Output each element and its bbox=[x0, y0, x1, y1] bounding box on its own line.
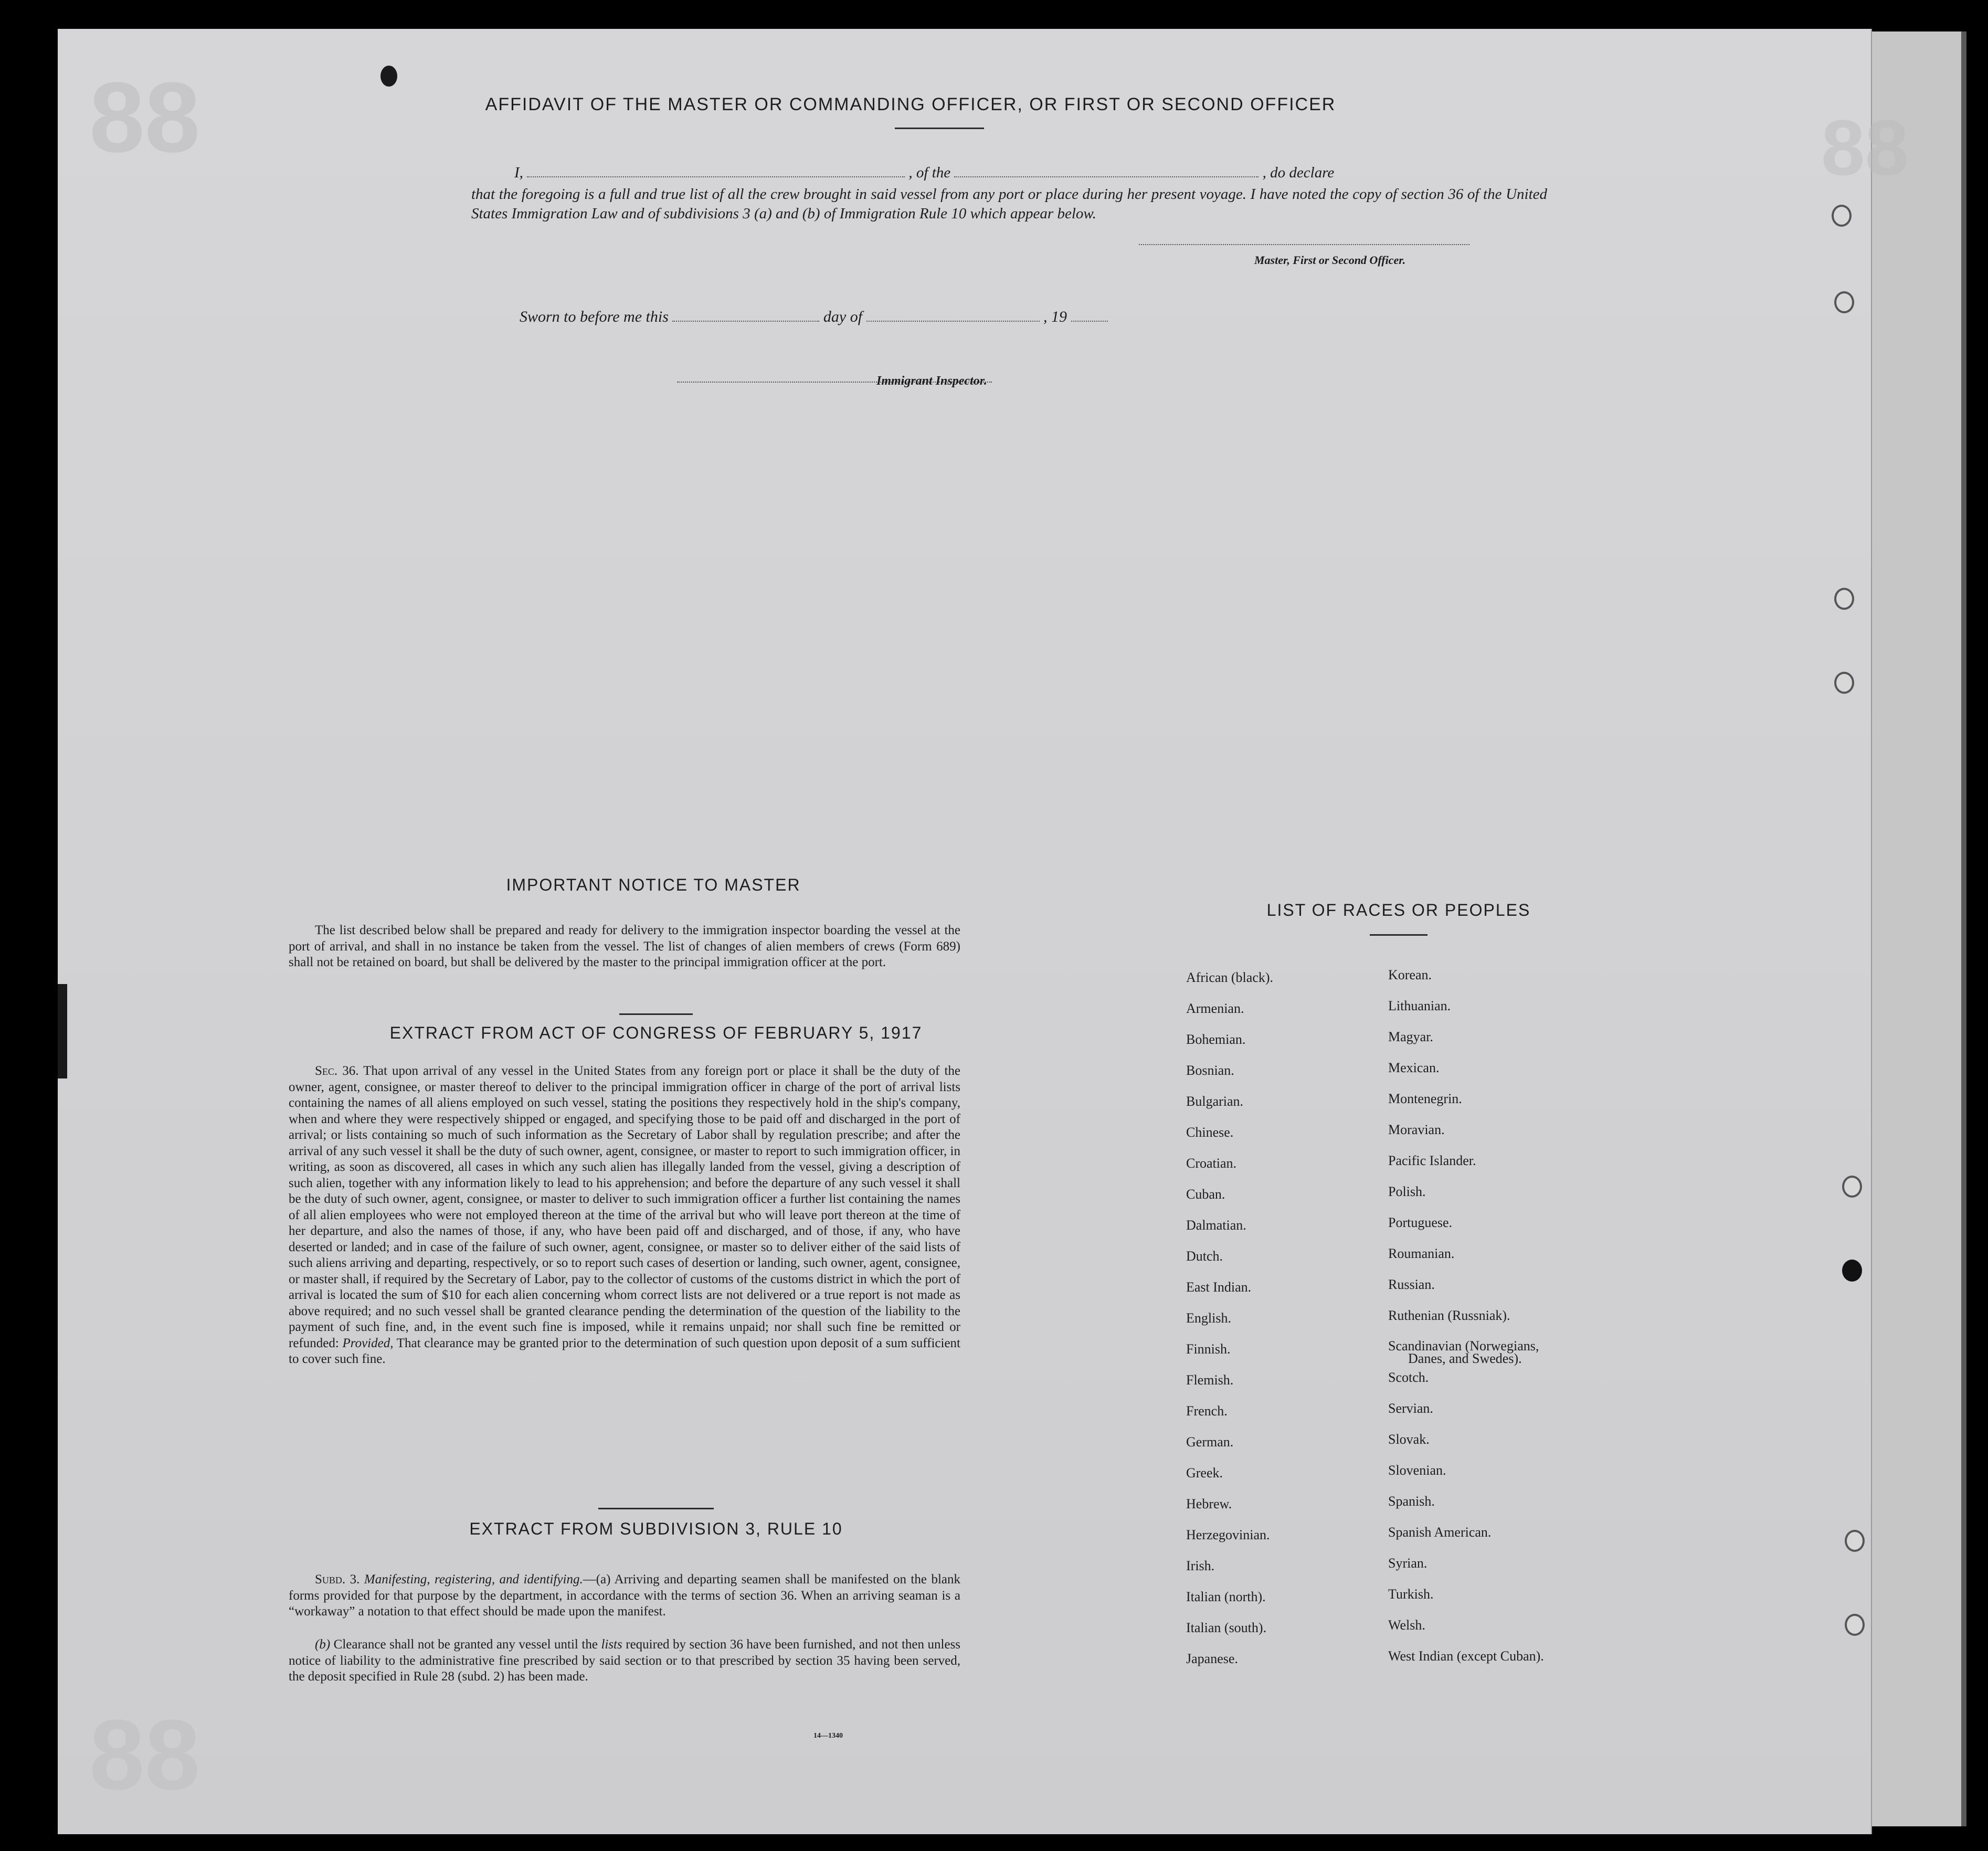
race-item: Magyar. bbox=[1388, 1029, 1433, 1044]
race-item: Welsh. bbox=[1388, 1617, 1425, 1633]
race-item: Dutch. bbox=[1186, 1249, 1223, 1264]
punch-hole bbox=[1834, 588, 1854, 610]
divider bbox=[619, 1013, 693, 1015]
punch-hole bbox=[1845, 1530, 1865, 1552]
race-item: Russian. bbox=[1388, 1277, 1435, 1292]
affidavit-body: that the foregoing is a full and true list of all the crew brought in said vessel from any port or place during her present voyage. I have noted the copy of section 36 of the United States Immigration Law and of subdivisions 3 (a) and (b) of Immigration Rule 10 which appear below. bbox=[471, 186, 1547, 222]
race-item: Hebrew. bbox=[1186, 1496, 1232, 1511]
race-item: Syrian. bbox=[1388, 1556, 1427, 1571]
race-item: Montenegrin. bbox=[1388, 1091, 1462, 1106]
punch-hole bbox=[1834, 672, 1854, 694]
races-title: LIST OF RACES OR PEOPLES bbox=[1266, 901, 1531, 919]
subd-b-post: required by section 36 have been furnished, and not then unless notice of liability to the administrative fine prescribed by said section or to that prescribed by section 35 having been served, the deposit specified in Rule 28 (subd. 2) has been made. bbox=[289, 1637, 961, 1684]
race-item: Polish. bbox=[1388, 1184, 1426, 1199]
sworn-month-field[interactable] bbox=[866, 321, 1040, 322]
punch-hole bbox=[1834, 291, 1854, 313]
race-item-continuation: Danes, and Swedes). bbox=[1408, 1351, 1522, 1366]
race-item: Armenian. bbox=[1186, 1001, 1244, 1016]
name-field[interactable] bbox=[527, 176, 905, 177]
race-item: Portuguese. bbox=[1388, 1215, 1453, 1230]
race-item: Servian. bbox=[1388, 1401, 1433, 1416]
declaration-line bbox=[514, 164, 1559, 182]
divider bbox=[598, 1508, 714, 1509]
race-item: Roumanian. bbox=[1388, 1246, 1455, 1261]
sworn-line bbox=[520, 308, 1108, 326]
subd-b-italic: lists bbox=[601, 1637, 622, 1652]
race-item: Spanish American. bbox=[1388, 1525, 1492, 1540]
section-body: That upon arrival of any vessel in the United States from any foreign port or place it shall be the duty of the owner, agent, consignee, or master thereof to deliver to the principal immigration officer in charge of the port of arrival lists containing the names of all aliens employed on such vessel, stating the positions they respectively hold in the ship's company, when and where they were respectively shipped or engaged, and specifying those to be paid off and discharged in the port of arrival; or lists containing so much of such information as the Secretary of Labor shall by regulation prescribe; and after the arrival of any such vessel it shall be the duty of such owner, agent, consignee, or master to report to such immigration officer, in writing, as soon as discovered, all cases in which any such alien has illegally landed from the vessel, giving a description of such alien, together with any information likely to lead to his apprehension; and before the departure of any such vessel it shall be the duty of such owner, agent, consignee, or master to deliver to such immigration officer a further list containing the names of all alien employees who were not employed thereon at the time of the arrival but who will leave port thereon at the time of her departure, and also the names of those, if any, who have been paid off and discharged, and of those, if any, who have deserted or landed; and in case of the failure of such owner, agent, consignee, or master so to deliver either of the said lists of such aliens arriving and departing, respectively, or so to report such cases of desertion or landing, such owner, agent, consignee, or master shall, if required by the Secretary of Labor, pay to the collector of customs of the customs district in which the port of arrival is located the sum of $10 for each alien concerning whom correct lists are not delivered or a true report is not made as above required; and no such vessel shall be granted clearance pending the determination of the question of the liability to the payment of such fine, and, in the event such fine is imposed, while it remains unpaid; nor shall such fine be remitted or refunded: bbox=[289, 1064, 960, 1350]
act-extract-title: EXTRACT FROM ACT OF CONGRESS OF FEBRUARY 5, 1917 bbox=[389, 1023, 923, 1042]
inspector-signature-label: Immigrant Inspector. bbox=[876, 374, 987, 388]
sworn-year-field[interactable] bbox=[1071, 321, 1108, 322]
race-item: Lithuanian. bbox=[1388, 998, 1451, 1013]
subd-title: Manifesting, registering, and identifying. bbox=[364, 1572, 583, 1586]
declare-of-the-label: , of the bbox=[908, 164, 951, 181]
race-item: Finnish. bbox=[1186, 1341, 1231, 1357]
race-item: Cuban. bbox=[1186, 1187, 1225, 1202]
declare-i-label: I, bbox=[514, 164, 523, 181]
rule-subd-3-b bbox=[289, 1637, 960, 1685]
race-item: French. bbox=[1186, 1403, 1228, 1419]
bleed-through-numeral: 88 bbox=[1821, 103, 1909, 192]
punch-hole bbox=[1845, 1614, 1865, 1636]
rule-extract-title: EXTRACT FROM SUBDIVISION 3, RULE 10 bbox=[469, 1519, 843, 1538]
declare-end-label: , do declare bbox=[1262, 164, 1335, 181]
punch-hole bbox=[1842, 1260, 1862, 1282]
form-number: 14—1340 bbox=[813, 1732, 843, 1740]
underlying-page-edge bbox=[1868, 31, 1966, 1826]
race-item: Japanese. bbox=[1186, 1651, 1238, 1666]
race-item: Croatian. bbox=[1186, 1156, 1237, 1171]
master-signature-line[interactable] bbox=[1139, 244, 1469, 245]
race-item: Ruthenian (Russniak). bbox=[1388, 1308, 1510, 1323]
subd-b-pre: Clearance shall not be granted any vessel until the bbox=[333, 1637, 598, 1652]
subd-a-body: —(a) Arriving and departing seamen shall be manifested on the blank forms provided for that purpose by the department, in accordance with the terms of section 36. When an arriving seaman is a “workaway” a notation to that effect should be made upon the manifest. bbox=[289, 1572, 960, 1619]
races-right-column bbox=[1388, 967, 1544, 1679]
form-sheet bbox=[58, 29, 1909, 1834]
punch-hole bbox=[1842, 1176, 1862, 1198]
race-item: German. bbox=[1186, 1434, 1234, 1450]
race-item: Mexican. bbox=[1388, 1060, 1440, 1075]
affidavit-title: AFFIDAVIT OF THE MASTER OR COMMANDING OFFICER, OR FIRST OR SECOND OFFICER bbox=[485, 94, 1336, 114]
bleed-through-numeral: 88 bbox=[89, 1699, 200, 1811]
subd-b-label: (b) bbox=[315, 1637, 331, 1652]
race-item: Bohemian. bbox=[1186, 1032, 1246, 1047]
race-item: Dalmatian. bbox=[1186, 1218, 1246, 1233]
subd-label: Subd. 3. bbox=[315, 1572, 360, 1586]
race-item: Italian (south). bbox=[1186, 1620, 1267, 1635]
notice-body: The list described below shall be prepared and ready for delivery to the immigration inspector boarding the vessel at the port of arrival, and shall in no instance be taken from the vessel. The list of changes of alien members of crews (Form 689) shall not be retained on board, but shall be delivered by the master to the principal immigration officer at the port. bbox=[289, 923, 960, 969]
race-item: Korean. bbox=[1388, 967, 1432, 982]
proviso-body: That clearance may be granted prior to the determination of such question upon deposit of a sum sufficient to cover such fine. bbox=[289, 1336, 961, 1366]
race-item: Herzegovinian. bbox=[1186, 1527, 1270, 1542]
race-item-scandinavian bbox=[1388, 1339, 1544, 1370]
race-item: West Indian (except Cuban). bbox=[1388, 1648, 1544, 1664]
sworn-date-field[interactable] bbox=[672, 321, 819, 322]
proviso-label: Provided, bbox=[342, 1336, 394, 1350]
divider bbox=[1370, 934, 1427, 936]
race-item: Greek. bbox=[1186, 1465, 1223, 1480]
race-item: Bosnian. bbox=[1186, 1063, 1234, 1078]
race-item: Turkish. bbox=[1388, 1586, 1434, 1602]
races-left-column bbox=[1186, 970, 1273, 1682]
race-item: Slovenian. bbox=[1388, 1463, 1446, 1478]
race-item: Scotch. bbox=[1388, 1370, 1429, 1385]
race-item: Italian (north). bbox=[1186, 1589, 1266, 1604]
notice-title: IMPORTANT NOTICE TO MASTER bbox=[506, 875, 801, 894]
bleed-through-numeral: 88 bbox=[89, 62, 200, 173]
race-item: Moravian. bbox=[1388, 1122, 1445, 1137]
race-item: Flemish. bbox=[1186, 1372, 1234, 1388]
race-item: Bulgarian. bbox=[1186, 1094, 1244, 1109]
race-item: Slovak. bbox=[1388, 1432, 1430, 1447]
race-item: English. bbox=[1186, 1310, 1231, 1326]
race-item: Spanish. bbox=[1388, 1494, 1435, 1509]
sworn-year: , 19 bbox=[1043, 308, 1067, 325]
race-item: Pacific Islander. bbox=[1388, 1153, 1476, 1168]
race-item: African (black). bbox=[1186, 970, 1274, 985]
divider bbox=[895, 128, 984, 129]
race-item: Chinese. bbox=[1186, 1125, 1234, 1140]
sworn-prefix: Sworn to before me this bbox=[520, 308, 669, 325]
binding-edge-mark bbox=[58, 984, 67, 1078]
race-item: East Indian. bbox=[1186, 1279, 1252, 1295]
race-item: Scandinavian (Norwegians, bbox=[1388, 1338, 1539, 1353]
rule-subd-3-a bbox=[289, 1572, 960, 1620]
sworn-day-of: day of bbox=[823, 308, 863, 325]
race-item: Irish. bbox=[1186, 1558, 1215, 1573]
ink-blot bbox=[380, 66, 397, 87]
punch-hole bbox=[1832, 205, 1852, 227]
section-label: Sec. 36. bbox=[315, 1064, 359, 1078]
master-signature-label: Master, First or Second Officer. bbox=[1254, 253, 1406, 267]
vessel-field[interactable] bbox=[954, 176, 1259, 177]
act-section-36-text bbox=[289, 1063, 960, 1368]
